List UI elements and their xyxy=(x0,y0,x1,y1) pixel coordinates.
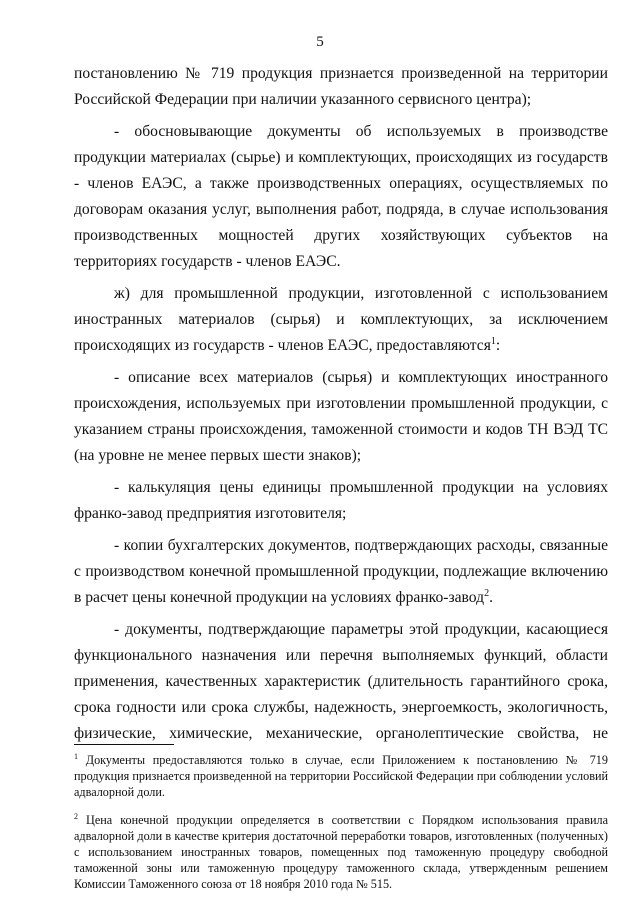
paragraph-price-calculation: - калькуляция цены единицы промышленной продукции на условиях франко-завод предприятия изготовителя; xyxy=(74,479,608,522)
footnotes xyxy=(74,752,608,904)
paragraph-item-zh xyxy=(74,281,608,359)
paragraph-product-parameters: - документы, подтверждающие параметры этой продукции, касающиеся функционального назначения или перечня выполняемых функций, области применения, качественных характеристик (длительность гарантийного срока, срока годности или срока службы, надежность, энергоемкость, экологичность, физические, химические, механические, органолептические свойства, не xyxy=(74,621,608,742)
paragraph-accounting-copies-period: . xyxy=(489,589,493,606)
paragraph-materials-description: - описание всех материалов (сырья) и комплектующих иностранного происхождения, используемых при изготовлении промышленной продукции, с указанием страны происхождения, таможенной стоимости и кодов ТН ВЭД ТС (на уровне не менее первых шести знаков); xyxy=(74,369,608,464)
footnote-ref-1[interactable]: 1 xyxy=(490,335,496,347)
paragraph-accounting-copies xyxy=(74,533,608,611)
footnote-1-mark: 1 xyxy=(74,751,78,761)
footnote-2 xyxy=(74,812,608,892)
footnote-1-text: Документы предоставляются только в случае, если Приложением к постановлению № 719 продукция признается произведенной на территории Российской Федерации при соблюдении условий адвалорной доли. xyxy=(74,753,608,799)
paragraph-justifying-documents: - обосновывающие документы об используемых в производстве продукции материалах (сырье) и комплектующих, происходящих из государств - членов ЕАЭС, а также производственных операциях, осуществляемых по договорам оказания услуг, выполнения работ, подряда, в случае использования производственных мощностей других хозяйствующих субъектов на территориях государств - членов ЕАЭС. xyxy=(74,123,608,270)
paragraph-accounting-copies-text: - копии бухгалтерских документов, подтверждающих расходы, связанные с производством конечной промышленной продукции, подлежащие включению в расчет цены конечной продукции на условиях франко-завод xyxy=(74,537,608,606)
paragraph-item-zh-text: ж) для промышленной продукции, изготовленной с использованием иностранных материалов (сырья) и комплектующих, за исключением происходящих из государств - членов ЕАЭС, предоставляются xyxy=(74,285,608,354)
paragraph-continuation: постановлению № 719 продукция признается произведенной на территории Российской Федерации при наличии указанного сервисного центра); xyxy=(74,65,608,108)
footnote-separator xyxy=(74,744,174,745)
footnote-ref-2[interactable]: 2 xyxy=(484,587,490,599)
document-body xyxy=(74,61,608,753)
footnote-2-text: Цена конечной продукции определяется в соответствии с Порядком использования правила адвалорной доли в качестве критерия достаточной переработки товаров, изготовленных (полученных) с использованием иностранных товаров, помещенных под таможенную процедуру свободной таможенной зоны или таможенную процедуру таможенного склада, утвержденным решением Комиссии Таможенного союза от 18 ноября 2010 года № 515. xyxy=(74,813,608,891)
footnote-1 xyxy=(74,752,608,800)
page-number: 5 xyxy=(316,34,324,50)
footnote-2-mark: 2 xyxy=(74,811,78,821)
paragraph-item-zh-colon: : xyxy=(495,337,501,354)
